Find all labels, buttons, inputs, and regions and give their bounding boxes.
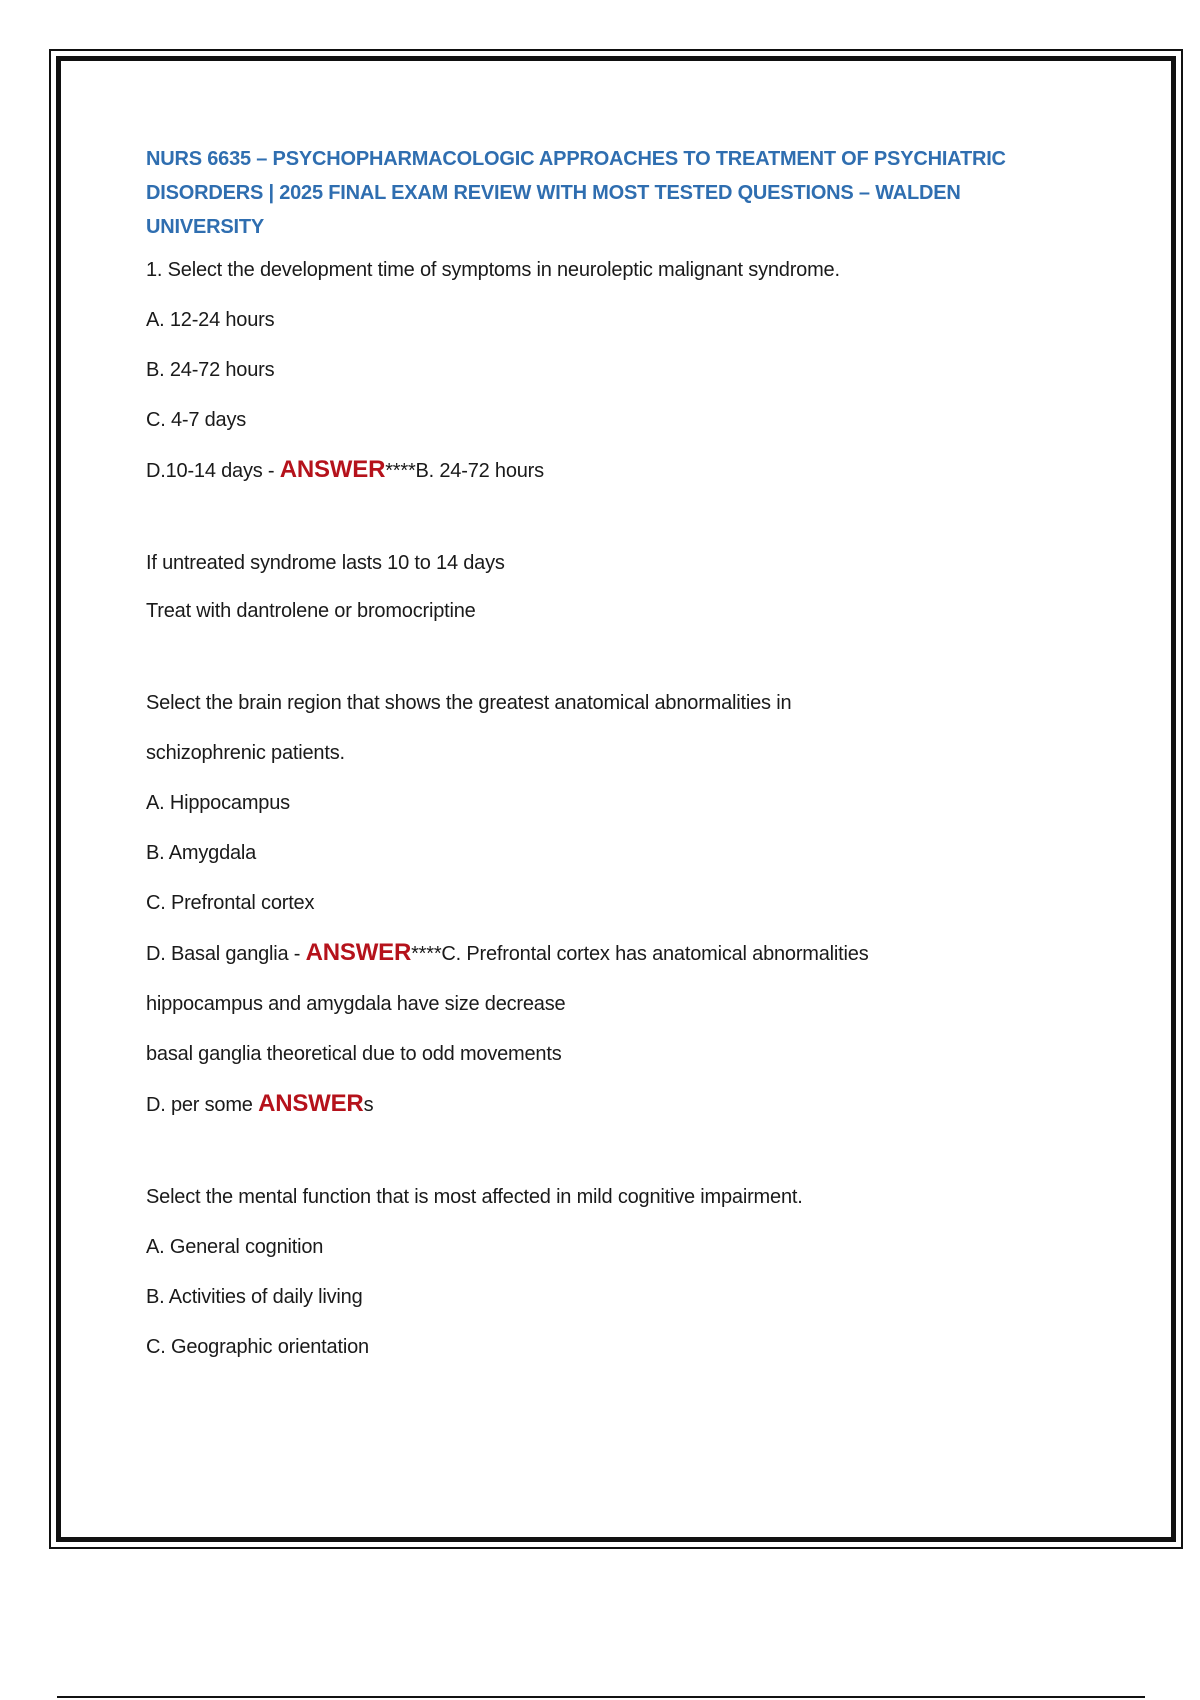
question-2-option-c: C. Prefrontal cortex (146, 892, 315, 914)
question-2-extra-answer (146, 1090, 1046, 1119)
question-1-option-a: A. 12-24 hours (146, 309, 275, 331)
question-1-option-d-answer (146, 456, 1046, 485)
question-2-option-d-answer (146, 939, 1046, 968)
document-body (146, 142, 1046, 1361)
question-3-option-a: A. General cognition (146, 1236, 324, 1258)
answer-label: ANSWER (279, 456, 386, 483)
question-1-note-1: If untreated syndrome lasts 10 to 14 days (146, 552, 505, 574)
question-2-extra-prefix: D. per some (146, 1094, 259, 1116)
question-2-stem-line-1: Select the brain region that shows the greatest anatomical abnormalities in (146, 692, 792, 714)
question-2-option-a: A. Hippocampus (146, 792, 290, 814)
question-3-option-c: C. Geographic orientation (146, 1336, 369, 1358)
footer-divider (57, 1696, 1145, 1698)
question-2-note-1: hippocampus and amygdala have size decrease (146, 993, 566, 1015)
question-1-option-d: D.10-14 days - (146, 460, 280, 482)
question-3-option-b: B. Activities of daily living (146, 1286, 363, 1308)
question-2-note-2: basal ganglia theoretical due to odd movements (146, 1043, 562, 1065)
answer-label: ANSWER (305, 939, 412, 966)
question-1-stem: 1. Select the development time of symptoms in neuroleptic malignant syndrome. (146, 259, 840, 281)
answer-label: ANSWER (258, 1090, 364, 1117)
question-2-extra-suffix: s (363, 1094, 374, 1116)
question-1-option-b: B. 24-72 hours (146, 359, 275, 381)
question-1-answer: ****B. 24-72 hours (385, 460, 544, 482)
question-1-option-c: C. 4-7 days (146, 409, 247, 431)
question-3-stem: Select the mental function that is most affected in mild cognitive impairment. (146, 1186, 803, 1208)
question-1-note-2: Treat with dantrolene or bromocriptine (146, 600, 476, 622)
question-2-answer: ****C. Prefrontal cortex has anatomical abnormalities (411, 943, 869, 965)
question-2-stem-line-2: schizophrenic patients. (146, 742, 345, 764)
question-2-option-b: B. Amygdala (146, 842, 257, 864)
question-2-option-d: D. Basal ganglia - (146, 943, 306, 965)
document-title: NURS 6635 – PSYCHOPHARMACOLOGIC APPROACHES TO TREATMENT OF PSYCHIATRIC DISORDERS | 2025 FINAL EXAM REVIEW WITH MOST TESTED QUESTIONS – WALDEN UNIVERSITY (146, 148, 1006, 238)
